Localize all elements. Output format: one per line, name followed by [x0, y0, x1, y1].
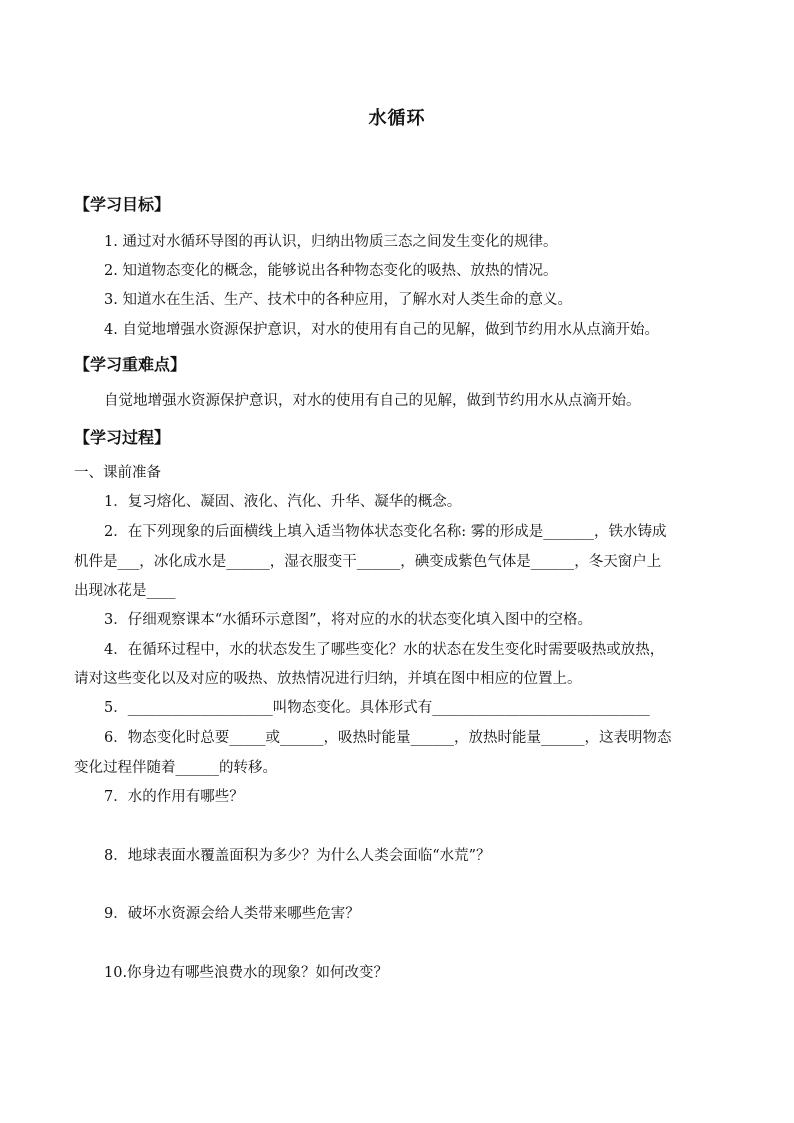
question-2-line-1: 2．在下列现象的后面横线上填入适当物体状态变化名称: 雾的形成是_______，铁水铸成: [104, 524, 667, 540]
question-7: 7．水的作用有哪些？: [104, 789, 244, 805]
question-4-line-2: 请对这些变化以及对应的吸热、放热情况进行归纳，并填在图中相应的位置上。: [74, 671, 582, 687]
question-9: 9．破坏水资源会给人类带来哪些危害？: [104, 906, 360, 922]
question-1: 1．复习熔化、凝固、液化、汽化、升华、凝华的概念。: [104, 494, 462, 510]
goal-item-1: 1. 通过对水循环导图的再认识，归纳出物质三态之间发生变化的规律。: [104, 234, 558, 250]
goal-item-2: 2. 知道物态变化的概念，能够说出各种物态变化的吸热、放热的情况。: [104, 263, 558, 279]
question-2-line-3: 出现冰花是____: [74, 583, 176, 599]
goal-item-3: 3. 知道水在生活、生产、技术中的各种应用，了解水对人类生命的意义。: [104, 292, 572, 308]
question-6-line-2: 变化过程伴随着______的转移。: [74, 760, 277, 776]
goal-item-4: 4. 自觉地增强水资源保护意识，对水的使用有自己的见解，做到节约用水从点滴开始。: [104, 322, 659, 338]
question-8: 8．地球表面水覆盖面积为多少？为什么人类会面临“水荒”？: [104, 848, 491, 864]
question-6-line-1: 6．物态变化时总要_____或______，吸热时能量______，放热时能量______，这表明物态: [104, 730, 672, 746]
section-title: 一、课前准备: [74, 465, 161, 481]
keypoints-heading: 【学习重难点】: [74, 355, 187, 374]
question-5: 5．____________________叫物态变化。具体形式有______________________________: [104, 700, 650, 716]
question-2-line-2: 机件是___，冰化成水是______，湿衣服变干______，碘变成紫色气体是______，冬天窗户上: [74, 554, 662, 570]
question-10: 10.你身边有哪些浪费水的现象？如何改变？: [104, 965, 389, 981]
page-title: 水循环: [368, 108, 426, 129]
process-heading: 【学习过程】: [74, 428, 171, 447]
goals-heading: 【学习目标】: [74, 195, 171, 214]
question-3: 3．仔细观察课本“水循环示意图”，将对应的水的状态变化填入图中的空格。: [104, 612, 593, 628]
question-4-line-1: 4．在循环过程中，水的状态发生了哪些变化？水的状态在发生变化时需要吸热或放热，: [104, 642, 665, 658]
keypoints-text: 自觉地增强水资源保护意识，对水的使用有自己的见解，做到节约用水从点滴开始。: [104, 393, 641, 409]
